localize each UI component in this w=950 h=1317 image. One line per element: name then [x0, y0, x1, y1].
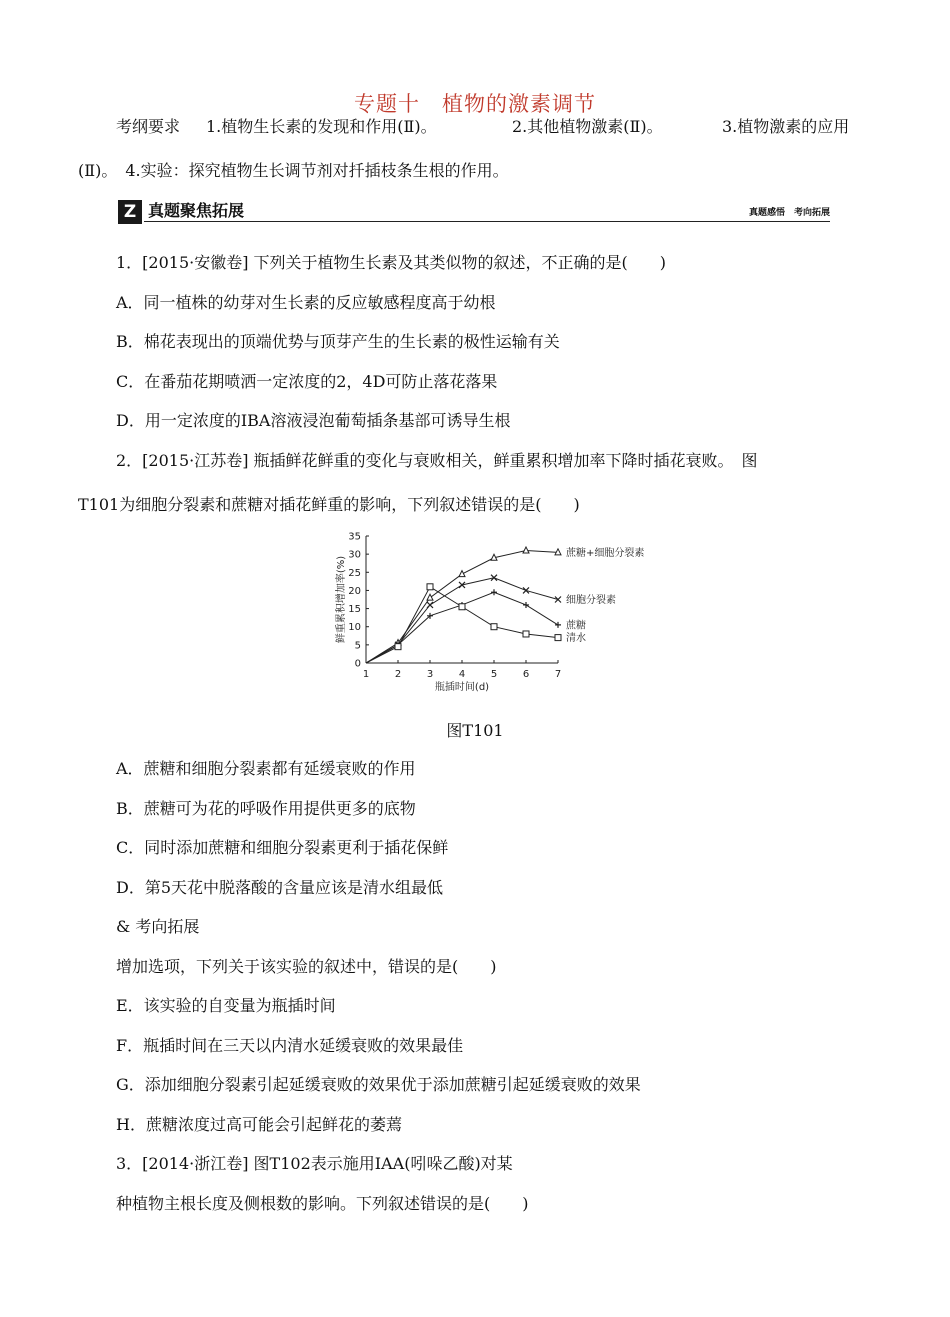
q2-option-b: B．蔗糖可为花的呼吸作用提供更多的底物: [116, 799, 416, 818]
x-tick-label: 6: [522, 669, 530, 680]
q2-stem-line-2: T101为细胞分裂素和蔗糖对插花鲜重的影响，下列叙述错误的是( ): [78, 495, 580, 514]
q1-option-c: C．在番茄花期喷洒一定浓度的2，4D可防止落花落果: [116, 372, 498, 391]
page-title: 专题十 植物的激素调节: [354, 92, 596, 116]
x-tick-label: 3: [426, 669, 434, 680]
q2-option-g: G．添加细胞分裂素引起延缓衰败的效果优于添加蔗糖引起延缓衰败的效果: [116, 1075, 641, 1094]
q1-option-d: D．用一定浓度的IBA溶液浸泡葡萄插条基部可诱导生根: [116, 411, 511, 430]
requirements-label: 考纲要求: [116, 117, 181, 136]
data-point: [459, 604, 465, 610]
section-letter-badge: Z: [118, 200, 142, 224]
q2-stem-line-1: 2．[2015·江苏卷] 瓶插鲜花鲜重的变化与衰败相关，鲜重累积增加率下降时插花衰败。 图: [116, 451, 758, 470]
x-tick-label: 1: [362, 669, 370, 680]
y-tick-label: 20: [348, 585, 361, 597]
series-label: 蔗糖+细胞分裂素: [566, 547, 645, 559]
series-label: 清水: [566, 633, 586, 645]
data-point: [427, 594, 433, 600]
y-tick-label: 15: [348, 604, 361, 616]
data-point: [491, 589, 497, 595]
series-line: [366, 587, 558, 663]
data-point: [523, 631, 529, 637]
figure-caption: 图T101: [446, 721, 504, 740]
data-point: [395, 644, 401, 650]
x-tick-label: 7: [554, 669, 562, 680]
q1-option-a: A．同一植株的幼芽对生长素的反应敏感程度高于幼根: [116, 293, 496, 312]
data-point: [523, 602, 529, 608]
x-tick-label: 5: [490, 669, 498, 680]
y-tick-label: 30: [348, 549, 361, 561]
data-point: [491, 624, 497, 630]
extension-stem: 增加选项，下列关于该实验的叙述中，错误的是( ): [116, 957, 497, 976]
q1-option-b: B．棉花表现出的顶端优势与顶芽产生的生长素的极性运输有关: [116, 332, 560, 351]
y-tick-label: 35: [348, 531, 361, 543]
requirement-item-3: 3.植物激素的应用: [722, 117, 850, 136]
q2-option-c: C．同时添加蔗糖和细胞分裂素更利于插花保鲜: [116, 838, 449, 857]
y-tick-label: 0: [354, 658, 361, 670]
data-point: [427, 584, 433, 590]
q3-stem-line-2: 种植物主根长度及侧根数的影响。下列叙述错误的是( ): [116, 1194, 529, 1213]
section-rule: [144, 221, 830, 222]
series-label: 蔗糖: [566, 620, 586, 632]
requirements-line-2: (Ⅱ)。 4.实验：探究植物生长调节剂对扦插枝条生根的作用。: [78, 161, 509, 180]
data-point: [523, 587, 529, 593]
q2-option-h: H．蔗糖浓度过高可能会引起鲜花的萎蔫: [116, 1115, 402, 1134]
section-banner: [118, 200, 830, 226]
section-subtitle: 真题感悟 考向拓展: [748, 208, 830, 218]
extension-heading: & 考向拓展: [116, 917, 200, 936]
data-point: [555, 622, 561, 628]
x-tick-label: 4: [458, 669, 466, 680]
q2-option-a: A．蔗糖和细胞分裂素都有延缓衰败的作用: [116, 759, 416, 778]
requirement-item-2: 2.其他植物激素(Ⅱ)。: [512, 117, 663, 136]
series-label: 细胞分裂素: [566, 595, 616, 606]
data-point: [459, 571, 465, 577]
y-tick-label: 5: [354, 640, 361, 652]
q2-option-f: F．瓶插时间在三天以内清水延缓衰败的效果最佳: [116, 1036, 464, 1055]
data-point: [555, 597, 561, 603]
y-tick-label: 25: [348, 567, 361, 579]
data-point: [555, 635, 561, 641]
y-axis-label: 鲜重累积增加率(%): [336, 555, 347, 644]
y-tick-label: 10: [348, 622, 361, 634]
x-axis-label: 瓶插时间(d): [434, 682, 490, 693]
q3-stem-line-1: 3．[2014·浙江卷] 图T102表示施用IAA(吲哚乙酸)对某: [116, 1154, 513, 1173]
x-tick-label: 2: [394, 669, 402, 680]
q2-option-e: E．该实验的自变量为瓶插时间: [116, 996, 336, 1015]
data-point: [427, 602, 433, 608]
q2-option-d: D．第5天花中脱落酸的含量应该是清水组最低: [116, 878, 444, 897]
series-line: [366, 578, 558, 663]
section-title: 真题聚焦拓展: [148, 201, 245, 220]
line-chart: [332, 526, 662, 706]
requirement-item-1: 1.植物生长素的发现和作用(Ⅱ)。: [206, 117, 437, 136]
q1-stem: 1．[2015·安徽卷] 下列关于植物生长素及其类似物的叙述，不正确的是( ): [116, 253, 667, 272]
data-point: [523, 547, 529, 553]
